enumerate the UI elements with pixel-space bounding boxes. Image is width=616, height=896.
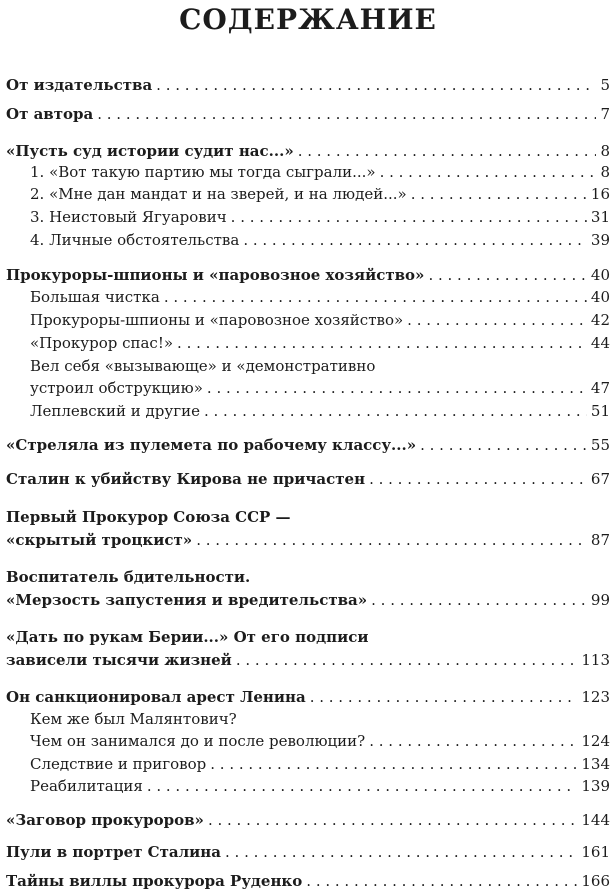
toc-entry-page: 7 [600, 105, 610, 123]
toc-entry-title: «Заговор прокуроров» [6, 811, 204, 829]
leader-dots [204, 400, 587, 422]
toc-entry-title: Вел себя «вызывающе» и «демонстративно [30, 357, 376, 375]
toc-entry-title: «Стреляла из пулемета по рабочему классу...» [6, 436, 417, 454]
toc-entry-title: «Пусть суд истории судит нас...» [6, 142, 294, 160]
toc-subentry-line [30, 355, 610, 377]
leader-dots [407, 309, 587, 331]
toc-subentry[interactable] [30, 229, 610, 251]
toc-entry-title: «Прокурор спас!» [30, 334, 174, 352]
toc-entry-page: 134 [581, 755, 610, 773]
leader-dots [420, 434, 587, 456]
toc-entry-page: 67 [590, 470, 610, 488]
toc-entry-title: Тайны виллы прокурора Руденко [6, 872, 303, 890]
toc-entry-page: 161 [581, 843, 610, 861]
toc-entry-title: 1. «Вот такую партию мы тогда сыграли...» [30, 163, 376, 181]
toc-entry-page: 42 [590, 311, 610, 329]
leader-dots [231, 206, 587, 228]
toc-entry-line [6, 506, 610, 528]
toc-entry-title: Реабилитация [30, 777, 143, 795]
toc-entry-page: 40 [590, 288, 610, 306]
leader-dots [147, 775, 578, 797]
toc-subentry[interactable] [30, 309, 610, 331]
toc-entry[interactable] [6, 809, 610, 831]
toc-entry[interactable] [6, 103, 610, 125]
toc-entry-title: Леплевский и другие [30, 402, 200, 420]
toc-entry-title: зависели тысячи жизней [6, 651, 232, 669]
toc-subentry[interactable] [30, 332, 610, 354]
toc-entry[interactable] [6, 589, 610, 611]
toc-entry[interactable] [6, 649, 610, 671]
toc-entry-title: Следствие и приговор [30, 755, 207, 773]
toc-entry[interactable] [6, 529, 610, 551]
leader-dots [97, 103, 596, 125]
toc-entry-title: «Мерзость запустения и вредительства» [6, 591, 368, 609]
leader-dots [208, 809, 577, 831]
toc-entry-line [6, 566, 610, 588]
toc-entry-title: 4. Личные обстоятельства [30, 231, 240, 249]
toc-entry-line [6, 626, 610, 648]
toc-entry-title: Большая чистка [30, 288, 160, 306]
leader-dots [196, 529, 587, 551]
toc-entry[interactable] [6, 264, 610, 286]
toc-entry-title: Чем он занимался до и после революции? [30, 732, 366, 750]
toc-entry-page: 5 [600, 76, 610, 94]
toc-entry-page: 8 [600, 163, 610, 181]
toc-subentry[interactable] [30, 183, 610, 205]
toc-entry-title: Первый Прокурор Союза ССР — [6, 508, 291, 526]
toc-entry[interactable] [6, 140, 610, 162]
toc-entry-page: 123 [581, 688, 610, 706]
toc-entry-page: 124 [581, 732, 610, 750]
leader-dots [225, 841, 577, 863]
toc-entry-page: 16 [590, 185, 610, 203]
leader-dots [380, 161, 597, 183]
toc-entry[interactable] [6, 74, 610, 96]
toc-subentry[interactable] [30, 400, 610, 422]
toc-entry-page: 139 [581, 777, 610, 795]
toc-entry-title: Пули в портрет Сталина [6, 843, 222, 861]
toc-entry-page: 47 [590, 379, 610, 397]
toc-entry-title: Кем же был Малянтович? [30, 710, 237, 728]
toc-entry-title: Прокуроры-шпионы и «паровозное хозяйство» [30, 311, 404, 329]
leader-dots [369, 468, 587, 490]
toc-entry-page: 44 [590, 334, 610, 352]
toc-entry-title: От автора [6, 105, 94, 123]
leader-dots [236, 649, 578, 671]
toc-entry-title: устроил обструкцию» [30, 379, 203, 397]
toc-entry-title: «скрытый троцкист» [6, 531, 193, 549]
leader-dots [428, 264, 586, 286]
toc-entry-page: 55 [590, 436, 610, 454]
leader-dots [164, 286, 587, 308]
toc-subentry[interactable] [30, 161, 610, 183]
toc-entry-title: Прокуроры-шпионы и «паровозное хозяйство» [6, 266, 425, 284]
toc-subentry-line [30, 708, 610, 730]
toc-entry[interactable] [6, 870, 610, 892]
toc-entry-page: 51 [590, 402, 610, 420]
leader-dots [207, 377, 587, 399]
toc-subentry[interactable] [30, 775, 610, 797]
toc-entry-page: 8 [600, 142, 610, 160]
leader-dots [177, 332, 587, 354]
toc-entry-page: 144 [581, 811, 610, 829]
leader-dots [156, 74, 596, 96]
toc-entry-title: Воспитатель бдительности. [6, 568, 251, 586]
leader-dots [310, 686, 578, 708]
leader-dots [371, 589, 587, 611]
toc-entry-page: 40 [590, 266, 610, 284]
toc-subentry[interactable] [30, 377, 610, 399]
toc-entry-page: 31 [590, 208, 610, 226]
toc-entry-page: 166 [581, 872, 610, 890]
toc-entry-title: От издательства [6, 76, 153, 94]
toc-entry-page: 99 [590, 591, 610, 609]
toc-entry-title: Сталин к убийству Кирова не причастен [6, 470, 366, 488]
toc-entry-title: 3. Неистовый Ягуарович [30, 208, 227, 226]
toc-subentry[interactable] [30, 753, 610, 775]
toc-entry[interactable] [6, 468, 610, 490]
leader-dots [210, 753, 577, 775]
toc-entry[interactable] [6, 434, 610, 456]
toc-subentry[interactable] [30, 286, 610, 308]
toc-entry[interactable] [6, 841, 610, 863]
toc-entry-title: 2. «Мне дан мандат и на зверей, и на людей...» [30, 185, 407, 203]
toc-entry-page: 39 [590, 231, 610, 249]
toc-entry-page: 87 [590, 531, 610, 549]
toc-subentry[interactable] [30, 730, 610, 752]
leader-dots [298, 140, 597, 162]
leader-dots [411, 183, 587, 205]
toc-entry-page: 113 [581, 651, 610, 669]
toc-entry[interactable] [6, 686, 610, 708]
toc-entry-title: Он санкционировал арест Ленина [6, 688, 306, 706]
page-title: СОДЕРЖАНИЕ [179, 3, 437, 36]
leader-dots [243, 229, 587, 251]
toc-subentry[interactable] [30, 206, 610, 228]
leader-dots [306, 870, 577, 892]
leader-dots [369, 730, 577, 752]
toc-entry-title: «Дать по рукам Берии...» От его подписи [6, 628, 369, 646]
